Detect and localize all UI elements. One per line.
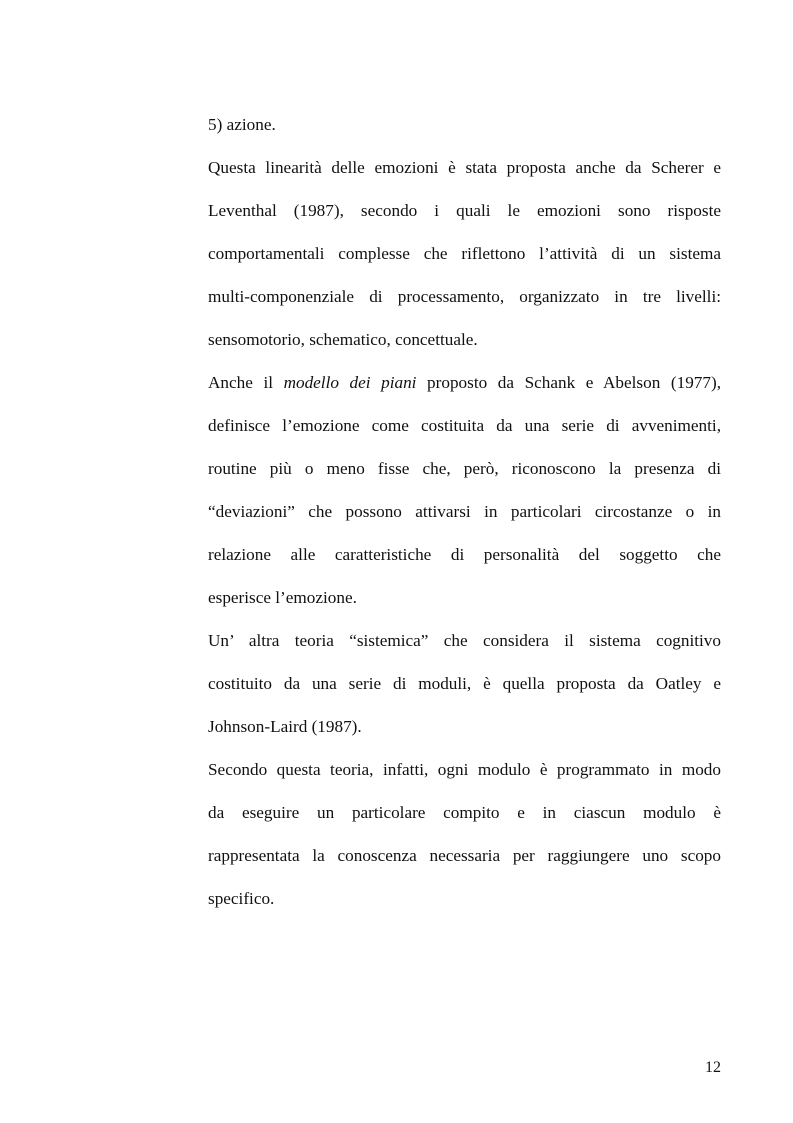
line-text: rappresentata la conoscenza necessaria per raggiungere uno scopo [208, 846, 721, 865]
text-line [208, 497, 721, 540]
line-text: esperisce l’emozione. [208, 588, 357, 607]
text-line [208, 540, 721, 583]
text-line [208, 368, 721, 411]
text-line [208, 798, 721, 841]
text-line [208, 712, 721, 755]
line-text: Anche il [208, 373, 284, 392]
page-number: 12 [705, 1059, 721, 1076]
line-text: definisce l’emozione come costituita da una serie di avvenimenti, [208, 416, 721, 435]
line-text: Johnson-Laird (1987). [208, 717, 362, 736]
line-text: Leventhal (1987), secondo i quali le emozioni sono risposte [208, 201, 721, 220]
line-text: Un’ altra teoria “sistemica” che considera il sistema cognitivo [208, 631, 721, 650]
line-text: multi-componenziale di processamento, organizzato in tre livelli: [208, 287, 721, 306]
text-line [208, 196, 721, 239]
line-text: Secondo questa teoria, infatti, ogni modulo è programmato in modo [208, 760, 721, 779]
text-line [208, 669, 721, 712]
body-text [208, 110, 721, 927]
text-line [208, 282, 721, 325]
line-text: relazione alle caratteristiche di personalità del soggetto che [208, 545, 721, 564]
text-line [208, 110, 721, 153]
text-line [208, 239, 721, 282]
text-line [208, 411, 721, 454]
italic-title: modello dei piani [283, 373, 417, 392]
line-text: Questa linearità delle emozioni è stata proposta anche da Scherer e [208, 158, 721, 177]
line-text: sensomotorio, schematico, concettuale. [208, 330, 478, 349]
text-line [208, 841, 721, 884]
line-text: proposto da Schank e Abelson (1977), [416, 373, 722, 392]
line-text: specifico. [208, 889, 275, 908]
line-text: comportamentali complesse che riflettono l’attività di un sistema [208, 244, 721, 263]
text-line [208, 454, 721, 497]
line-text: da eseguire un particolare compito e in ciascun modulo è [208, 803, 721, 822]
text-line [208, 884, 721, 927]
line-text: 5) azione. [208, 115, 276, 134]
line-text: routine più o meno fisse che, però, riconoscono la presenza di [208, 459, 721, 478]
line-text: costituito da una serie di moduli, è quella proposta da Oatley e [208, 674, 721, 693]
text-line [208, 583, 721, 626]
line-text: “deviazioni” che possono attivarsi in particolari circostanze o in [208, 502, 721, 521]
text-line [208, 626, 721, 669]
text-line [208, 153, 721, 196]
text-line [208, 325, 721, 368]
text-line [208, 755, 721, 798]
